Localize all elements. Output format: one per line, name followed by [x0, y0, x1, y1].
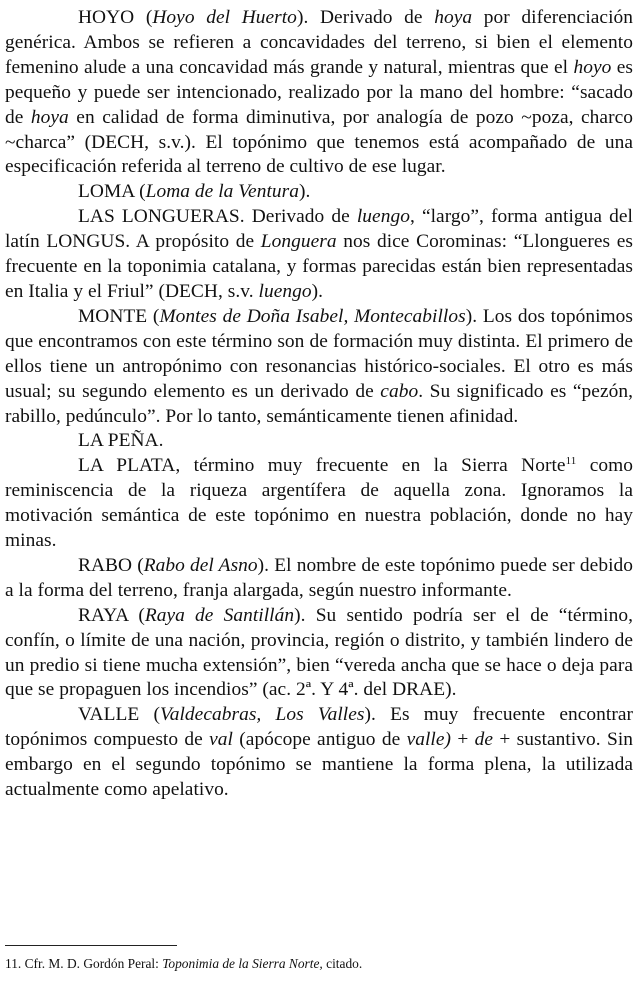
footnote-reference[interactable]: 11: [565, 455, 577, 468]
entry-rabo: RABO (Rabo del Asno). El nombre de este topónimo puede ser debido a la forma del terreno, franja alargada, según nuestro informante.: [5, 554, 633, 601]
entry-term: hoyo: [573, 56, 612, 78]
footnote-divider: [5, 945, 177, 946]
entry-head: LOMA: [78, 181, 135, 203]
entry-head: LAS LONGUERAS: [78, 206, 240, 228]
entry-text: +: [451, 729, 475, 751]
entry-variants: Montes de Doña Isabel, Montecabillos: [159, 305, 466, 327]
entry-loma: LOMA (Loma de la Ventura).: [78, 181, 311, 203]
entry-text: ).: [311, 280, 324, 302]
entry-text: ).: [298, 181, 311, 203]
entry-text: ). El nombre de este topónimo puede ser debido a la forma del terreno, franja alargada, según nuestro informante.: [5, 554, 633, 601]
footnote: [5, 955, 362, 973]
entry-head: LA PLATA: [78, 455, 176, 477]
entry-la-plata: [5, 454, 633, 554]
entry-valle: VALLE (Valdecabras, Los Valles). Es muy frecuente encontrar topónimos compuesto de val (apócope antiguo de valle) + de + sustantivo. Sin embargo en el segundo topónimo se mantiene la forma plena, la utilizada actualmente como apelativo.: [5, 704, 634, 801]
entry-text: como reminiscencia de la riqueza argentífera de aquella zona. Ignoramos la motivación semántica de este topónimo en nuestra población, donde no hay minas.: [5, 455, 634, 552]
entry-text: . Su significado es “pezón, rabillo, pedúnculo”. Por lo tanto, semánticamente tienen afinidad.: [5, 380, 633, 427]
entry-head: RAYA: [78, 604, 129, 626]
entry-text: ). Los dos topónimos que encontramos con este término son de formación muy distinta. El primero de ellos tiene un antropónimo con resonancias histórico-sociales. El otro es más usual; su segundo elemento es un derivado de: [5, 305, 634, 402]
entry-term: luengo: [356, 206, 410, 228]
entry-term: valle): [406, 729, 452, 751]
entry-term: hoya: [434, 7, 473, 28]
entry-las-longueras: [5, 205, 633, 305]
entry-head: LA PEÑA.: [78, 430, 164, 452]
entry-text: ). Su sentido podría ser el de “término, confín, o límite de una nación, provincia, región o distrito, y también lindero de un predio si tiene mucha extensión”, bien “vereda ancha que se hace o deja para que se propaguen los incendios” (ac. 2ª. Y 4ª. del DRAE).: [5, 604, 633, 701]
entry-variants: Raya de Santillán: [144, 604, 295, 626]
entry-raya: RAYA (Raya de Santillán). Su sentido podría ser el de “término, confín, o límite de una nación, provincia, región o distrito, y también lindero de un predio si tiene mucha extensión”, bien “vereda ancha que se hace o deja para que se propaguen los incendios” (ac. 2ª. Y 4ª. del DRAE).: [5, 604, 633, 701]
entry-text: + sustantivo. Sin embargo en el segundo topónimo se mantiene la forma plena, la utilizada actualmente como apelativo.: [5, 729, 634, 801]
entry-text: por diferenciación genérica. Ambos se refieren a concavidades del terreno, si bien el elemento femenino alude a una concavidad más grande y natural, mientras que el: [5, 7, 633, 78]
footnote-suffix: citado.: [322, 956, 363, 971]
entry-text: ). Es muy frecuente encontrar topónimos compuesto de: [5, 704, 633, 751]
entry-text: . Derivado de: [303, 7, 435, 28]
entry-text: es pequeño y puede ser intencionado, realizado por la mano del hombre: “sacado de: [5, 56, 633, 128]
entry-variants: Loma de la Ventura: [145, 181, 299, 203]
entry-text: , término muy frecuente en la Sierra Norte: [175, 455, 566, 477]
page-body: [5, 6, 633, 803]
entry-monte: MONTE (Montes de Doña Isabel, Montecabillos). Los dos topónimos que encontramos con este término son de formación muy distinta. El primero de ellos tiene un antropónimo con resonancias histórico-sociales. El otro es más usual; su segundo elemento es un derivado de cabo. Su significado es “pezón, rabillo, pedúnculo”. Por lo tanto, semánticamente tienen afinidad.: [5, 305, 634, 427]
entry-head: RABO: [78, 554, 133, 576]
footnote-prefix: 11. Cfr. M. D. Gordón Peral:: [5, 956, 163, 971]
entry-variants: Valdecabras, Los Valles: [160, 704, 365, 726]
entry-text: nos dice Corominas: “Llongueres es frecuente en la toponimia catalana, y formas parecidas están bien representadas en Italia y el Friul” (DECH, s.v.: [5, 231, 633, 302]
footnote-title: Toponimia de la Sierra Norte,: [162, 956, 323, 971]
entry-head: MONTE: [78, 305, 148, 327]
entry-term: cabo: [380, 380, 419, 402]
entry-variants: Rabo del Asno: [143, 554, 258, 576]
entry-term: Longuera: [260, 231, 337, 253]
entry-text: . Derivado de: [239, 206, 357, 228]
entry-text: , “largo”, forma antigua del latín LONGUS. A propósito de: [5, 206, 633, 253]
entry-hoyo: HOYO (Hoyo del Huerto). Derivado de hoya por diferenciación genérica. Ambos se refieren a concavidades del terreno, si bien el elemento femenino alude a una concavidad más grande y natural, mientras que el hoyo es pequeño y puede ser intencionado, realizado por la mano del hombre: “sacado de hoya en calidad de forma diminutiva, por analogía de pozo ~poza, charco ~charca” (DECH, s.v.). El topónimo que tenemos está acompañado de una especificación referida al terreno de cultivo de ese lugar.: [5, 7, 633, 178]
entry-head: HOYO: [78, 7, 135, 28]
entry-term: hoya: [30, 106, 69, 128]
entry-head: VALLE: [78, 704, 140, 726]
entry-term: luengo: [258, 280, 312, 302]
entry-text: (apócope antiguo de: [232, 729, 407, 751]
entry-term: de: [474, 729, 494, 751]
entry-variants: Hoyo del Huerto: [152, 7, 297, 28]
entry-term: val: [209, 729, 233, 751]
entry-text: en calidad de forma diminutiva, por analogía de pozo ~poza, charco ~charca” (DECH, s.v.). El topónimo que tenemos está acompañado de una especificación referida al terreno de cultivo de ese lugar.: [5, 106, 633, 178]
entry-la-pena: [5, 429, 633, 454]
